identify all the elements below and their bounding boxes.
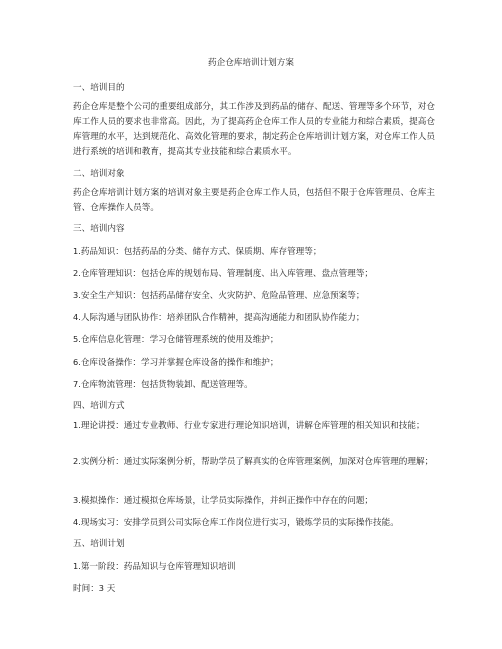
section-heading-plan: 五、培训计划	[73, 539, 125, 549]
list-item: 2.实例分析：通过实际案例分析，帮助学员了解真实的仓库管理案例，加深对仓库管理的理解；	[73, 456, 434, 467]
list-item: 1.第一阶段：药品知识与仓库管理知识培训	[73, 561, 236, 572]
list-item: 3.模拟操作：通过模拟仓库场景，让学员实际操作，并纠正操作中存在的问题；	[73, 495, 374, 506]
list-item: 5.仓库信息化管理：学习仓储管理系统的使用及维护；	[73, 334, 279, 345]
list-item: 6.仓库设备操作：学习并掌握仓库设备的操作和维护；	[73, 357, 279, 368]
plan-duration: 时间：3 天	[73, 583, 116, 594]
section-heading-content: 三、培训内容	[73, 224, 125, 234]
section-body-purpose: 药企仓库是整个公司的重要组成部分，其工作涉及到药品的储存、配送、管理等多个环节，对仓库工作人员的要求也非常高。因此，为了提高药企仓库工作人员的专业能力和综合素质，提高仓库管理的水平，达到规范化、高效化管理的要求，制定药企仓库培训计划方案，对仓库工作人员进行系统的培训和教育，提高其专业技能和综合素质水平。	[73, 102, 435, 157]
list-item: 4.人际沟通与团队协作：培养团队合作精神，提高沟通能力和团队协作能力；	[73, 312, 365, 323]
section-body-audience: 药企仓库培训计划方案的培训对象主要是药企仓库工作人员，包括但不限于仓库管理员、仓库主管、仓库操作人员等。	[73, 188, 435, 213]
section-heading-audience: 二、培训对象	[73, 169, 125, 179]
list-item: 4.现场实习：安排学员到公司实际仓库工作岗位进行实习，锻炼学员的实际操作技能。	[73, 517, 399, 528]
list-item: 3.安全生产知识：包括药品储存安全、火灾防护、危险品管理、应急预案等；	[73, 290, 365, 301]
list-item: 1.药品知识：包括药品的分类、储存方式、保质期、库存管理等；	[73, 246, 322, 257]
section-heading-method: 四、培训方式	[73, 401, 125, 411]
list-item: 1.理论讲授：通过专业教师、行业专家进行理论知识培训，讲解仓库管理的相关知识和技能；	[73, 420, 425, 431]
section-heading-purpose: 一、培训目的	[73, 83, 125, 93]
document-title: 药企仓库培训计划方案	[208, 58, 294, 68]
list-item: 7.仓库物流管理：包括货物装卸、配送管理等。	[73, 379, 253, 390]
list-item: 2.仓库管理知识：包括仓库的规划布局、管理制度、出入库管理、盘点管理等；	[73, 268, 374, 279]
